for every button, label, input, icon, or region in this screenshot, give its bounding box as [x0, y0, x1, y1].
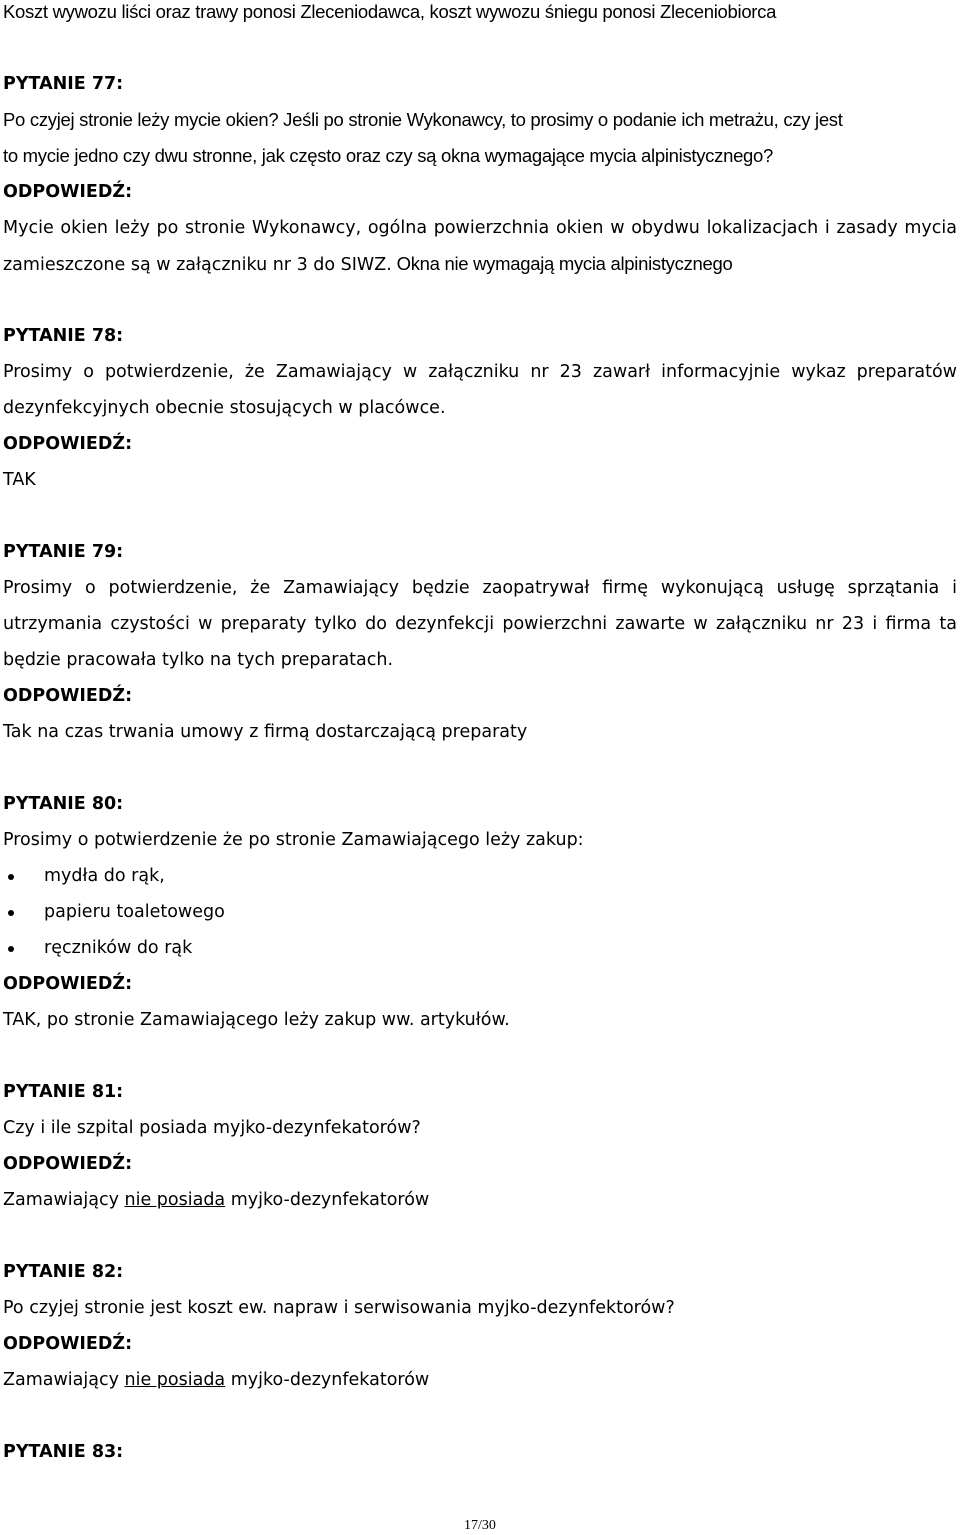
bullet-icon — [8, 874, 14, 880]
question-79-line-1: Prosimy o potwierdzenie, że Zamawiający będzie zaopatrywał firmę wykonującą usługę sprzątania i — [3, 578, 957, 598]
answer-82-underlined: nie posiada — [124, 1370, 226, 1390]
answer-82-text — [3, 1369, 429, 1391]
question-78-line-1: Prosimy o potwierdzenie, że Zamawiający w załączniku nr 23 zawarł informacyjnie wykaz preparatów — [3, 362, 957, 382]
bullet-icon — [8, 910, 14, 916]
page-number: 17/30 — [464, 1518, 496, 1533]
answer-80-label: ODPOWIEDŹ: — [3, 974, 133, 994]
answer-77-label: ODPOWIEDŹ: — [3, 182, 133, 202]
list-item-text: mydła do rąk, — [44, 866, 165, 886]
answer-79-label: ODPOWIEDŹ: — [3, 686, 133, 706]
question-79-line-2: utrzymania czystości w preparaty tylko do dezynfekcji powierzchni zawarte w załączniku nr 23 i firma ta — [3, 614, 957, 634]
list-item-text: papieru toaletowego — [44, 902, 225, 922]
question-80-heading: PYTANIE 80: — [3, 794, 124, 814]
answer-81-pre: Zamawiający — [3, 1190, 125, 1210]
bullet-icon — [8, 946, 14, 952]
intro-text: Koszt wywozu liści oraz trawy ponosi Zleceniodawca, koszt wywozu śniegu ponosi Zleceniobiorca — [3, 1, 777, 22]
answer-82-pre: Zamawiający — [3, 1370, 125, 1390]
answer-77-line-2b: Okna nie wymagają mycia alpinistycznego — [391, 253, 733, 274]
answer-81-post: myjko-dezynfekatorów — [225, 1190, 430, 1210]
question-81-line-1: Czy i ile szpital posiada myjko-dezynfekatorów? — [3, 1118, 421, 1138]
question-78-line-2: dezynfekcyjnych obecnie stosujących w placówce. — [3, 398, 446, 418]
answer-79-text: Tak na czas trwania umowy z firmą dostarczającą preparaty — [3, 722, 528, 742]
answer-77-line-1: Mycie okien leży po stronie Wykonawcy, ogólna powierzchnia okien w obydwu lokalizacjach i zasady mycia — [3, 218, 957, 238]
answer-78-text: TAK — [3, 470, 36, 490]
answer-77-line-2 — [3, 253, 732, 276]
answer-80-text: TAK, po stronie Zamawiającego leży zakup ww. artykułów. — [3, 1010, 510, 1030]
question-83-heading: PYTANIE 83: — [3, 1442, 124, 1462]
answer-77-line-2a: zamieszczone są w załączniku nr 3 do SIWZ. — [3, 255, 392, 275]
question-81-heading: PYTANIE 81: — [3, 1082, 124, 1102]
question-79-heading: PYTANIE 79: — [3, 542, 124, 562]
question-80-line-1: Prosimy o potwierdzenie że po stronie Zamawiającego leży zakup: — [3, 830, 584, 850]
question-82-heading: PYTANIE 82: — [3, 1262, 124, 1282]
question-82-line-1: Po czyjej stronie jest koszt ew. napraw i serwisowania myjko-dezynfektorów? — [3, 1298, 675, 1318]
question-77-line-1: Po czyjej stronie leży mycie okien? Jeśli po stronie Wykonawcy, to prosimy o podanie ich metrażu, czy jest — [3, 109, 843, 130]
answer-78-label: ODPOWIEDŹ: — [3, 434, 133, 454]
answer-81-text — [3, 1189, 429, 1211]
question-79-line-3: będzie pracowała tylko na tych preparatach. — [3, 650, 394, 670]
answer-81-label: ODPOWIEDŹ: — [3, 1154, 133, 1174]
question-77-heading: PYTANIE 77: — [3, 74, 124, 94]
answer-82-post: myjko-dezynfekatorów — [225, 1370, 430, 1390]
answer-82-label: ODPOWIEDŹ: — [3, 1334, 133, 1354]
question-78-heading: PYTANIE 78: — [3, 326, 124, 346]
list-item-text: ręczników do rąk — [44, 938, 193, 958]
answer-81-underlined: nie posiada — [124, 1190, 226, 1210]
question-77-line-2: to mycie jedno czy dwu stronne, jak często oraz czy są okna wymagające mycia alpinistycznego? — [3, 145, 774, 166]
